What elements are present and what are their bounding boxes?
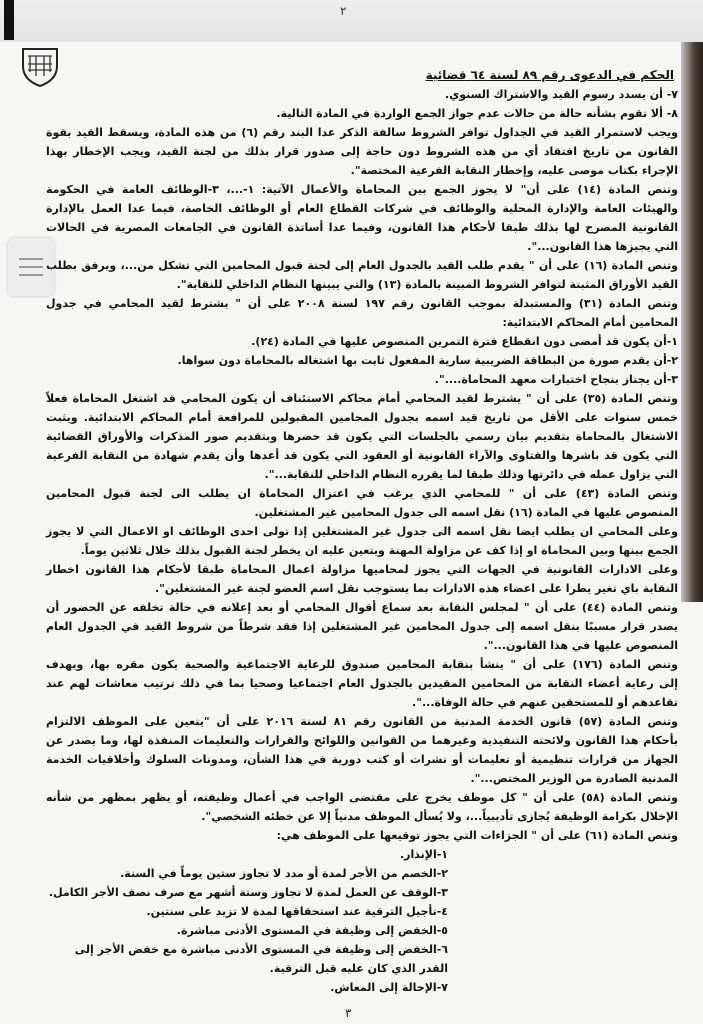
text-line: المحامين أمام المحاكم الابتدائية:: [502, 316, 678, 329]
page-shadow-edge: [681, 42, 703, 602]
text-line: ٨- ألا تقوم بشأنه حالة من حالات عدم جواز الجمع الواردة في المادة التالية.: [276, 107, 678, 120]
text-line: وتنص المادة (٥٧) قانون الخدمة المدنية من القانون رقم ٨١ لسنة ٢٠١٦ على أن "يتعين على الموظف الالتزام: [46, 715, 678, 728]
text-line: وتنص المادة (٤٣) على أن " للمحامي الذي يرغب في اعتزال المحاماة ان يطلب الى لجنة قبول المحامين: [46, 487, 678, 500]
text-line: المنصوص عليها في المادة (١٦) نقل اسمه الى جدول المحامين غير المشتغلين.: [254, 506, 678, 519]
document-heading: الحكم في الدعوى رقم ٨٩ لسنة ٦٤ قضائية: [425, 68, 674, 82]
text-line: ويجب لاستمرار القيد في الجداول توافر الشروط سالفة الذكر عدا البند رقم (٦) من هذه المادة، ويسقط القيد بقوة: [46, 126, 678, 139]
top-page-number: ٢: [340, 4, 347, 18]
document-body: [46, 66, 678, 997]
text-line: يصدر قرار مسببًا بنقل اسمه إلى جدول المحامين غير المشتغلين إذا فقد شرطاً من شروط القيد في الجدول العام: [46, 620, 678, 633]
text-line: المدنية الصادرة من الوزير المختص...".: [470, 772, 678, 785]
text-line: وتنص المادة (١٧٦) على أن " ينشأ بنقابة المحامين صندوق للرعاية الاجتماعية والصحية يكون مقره بها، ويهدف: [46, 658, 678, 671]
text-line: المنصوص عليها في هذا القانون...".: [483, 639, 678, 652]
text-line: التي يجيزها هذا القانون...".: [527, 240, 678, 253]
text-line: التي يزاول عمله في دائرتها وذلك طبقا لما يقرره النظام الداخلي للنقابة...".: [264, 468, 678, 481]
text-line: وتنص المادة (٣١) والمستبدلة بموجب القانون رقم ١٩٧ لسنة ٢٠٠٨ على أن " يشترط لقيد المحامي في جدول: [46, 297, 678, 310]
text-line: تقاعدهم أو للمستحقين عنهم في حالة الوفاة...".: [412, 696, 678, 709]
text-line: وتنص المادة (١٦) على أن " يقدم طلب القيد بالجدول العام إلى لجنة قبول المحامين التي تشكل من...، ويرفق بطلب: [46, 259, 678, 272]
penalty-list-item: ٣-الوقف عن العمل لمدة لا تجاوز وستة أشهر مع صرف نصف الأجر الكامل.: [48, 886, 448, 899]
text-line: خمس سنوات على الأقل من تاريخ قيد اسمه بجدول المحامين المقبولين للمرافعة أمام المحاكم الابتدائية. ويثبت: [46, 411, 678, 424]
bottom-page-number: ٣: [345, 1006, 352, 1020]
penalty-list-item: ٤-تأجيل الترقية عند استحقاقها لمدة لا تزيد على سنتين.: [146, 905, 448, 918]
text-line: إلى رعاية أعضاء النقابة من المحامين المقيدين بالجدول العام اجتماعيا وصحيا بما في ذلك ترتيب معاشات لهم عند: [46, 677, 678, 690]
text-line: وتنص المادة (٦١) على أن " الجزاءات التي يجوز توقيعها على الموظف هي:: [276, 829, 678, 842]
penalty-list-item: ٥-الخفض إلى وظيفة في المستوى الأدنى مباشرة.: [176, 924, 448, 937]
text-line: وعلى الادارات القانونية في الجهات التي يجوز لمحاميها مزاولة اعمال المحاماة طبقا لأحكام هذا القانون اخطار: [46, 563, 678, 576]
black-bar: [4, 0, 14, 40]
text-line: النقابة باي تغير يطرا على اعضاء هذه الادارات بما يستوجب نقل اسم العضو لجنة غير المشتغلين".: [154, 582, 678, 595]
text-line: ٧- أن يسدد رسوم القيد والاشتراك السنوي.: [444, 88, 678, 101]
hamburger-icon-bar: [19, 274, 43, 276]
text-line: الجهاز من قرارات تنظيمية أو تعليمات أو نشرات أو كتب دورية في هذا الشأن، ومدونات السلوك وأخلاقيات الخدمة: [46, 753, 678, 766]
text-line: الإخلال بكرامة الوظيفة يُجازى تأديبياً...، ولا يُسأل الموظف مدنياً إلا عن خطئه الشخصي".: [201, 810, 678, 823]
penalty-list-item: ٦-الخفض إلى وظيفة في المستوى الأدنى مباشرة مع خفض الأجر إلى القدر الذي كان عليه قبل الترقية.: [74, 943, 448, 975]
text-line: الاشتغال بالمحاماة بتقديم بيان رسمي بالجلسات التي يكون قد حضرها وبتقديم صور المذكرات والأوراق القضائية: [46, 430, 678, 443]
text-line: التي يكون قد باشرها والفتاوى والآراء القانونية أو العقود التي يكون قد أعدها وأن يقدم شهادة من النقابة الفرعية: [46, 449, 678, 462]
penalty-list-item: ٢-الخصم من الأجر لمدة أو مدد لا تجاوز ستين يوماً في السنة.: [120, 867, 448, 880]
text-line: وتنص المادة (٥٨) على أن " كل موظف يخرج على مقتضى الواجب في أعمال وظيفته، أو يظهر بمظهر من شأنه: [46, 791, 678, 804]
text-line: وتنص المادة (٤٤) على أن " لمجلس النقابة بعد سماع أقوال المحامي أو بعد إعلانه في حالة تخلفه عن الحضور أن: [46, 601, 679, 614]
hamburger-icon-bar: [19, 258, 43, 260]
text-line: والهيئات العامة والإدارة المحلية والوظائف في شركات القطاع العام أو الوظائف الخاصة، فيما عدا العمل بالإدارة: [46, 202, 678, 215]
text-line: ٢-أن يقدم صورة من البطاقة الضريبية سارية المفعول ثابت بها اشتغاله بالمحاماة دون سواها.: [177, 354, 678, 367]
text-line: الجمع بينها وبين المحاماة او إذا كف عن مزاولة المهنة ويتعين عليه ان يخطر لجنة القبول بذلك خلال ثلاثين يوماً.: [80, 544, 678, 557]
text-line: ٣-أن يجتاز بنجاح اختبارات معهد المحاماة....".: [434, 373, 678, 386]
text-line: بأحكام هذا القانون ولائحته التنفيذية وغيرهما من القوانين واللوائح والقرارات والتعليمات المنفذة لها، وما يصدر عن: [46, 734, 678, 747]
previous-page-strip: [0, 0, 703, 42]
text-line: القانون من تاريخ افتقاد أي من هذه الشروط دون حاجة إلى صدور قرار بذلك من لجنة القيد، ويجب الإخطار بهذا: [46, 145, 678, 158]
penalty-list-item: ٧-الإحالة إلى المعاش.: [330, 981, 448, 994]
text-line: وعلى المحامي ان يطلب ايضا نقل اسمه الى جدول غير المشتغلين إذا تولى احدى الوظائف او الاعمال التي لا يجوز: [46, 525, 678, 538]
text-line: ١-أن يكون قد أمضى دون انقطاع فترة التمرين المنصوص عليها في المادة (٢٤).: [251, 335, 678, 348]
text-line: وتنص المادة (٣٥) على أن " يشترط لقيد المحامي أمام محاكم الاستئناف أن يكون المحامي قد اشتغل المحاماة فعلاً: [46, 392, 678, 405]
text-line: القانونية المصرح لها بذلك طبقا لأحكام هذا القانون، وفيما عدا أساتذة القانون في الجامعات المصرية في الحالات: [46, 221, 678, 234]
text-line: الإجراء بكتاب موصى عليه، وإخطار النقابة الفرعية المختصة".: [350, 164, 678, 177]
text-line: وتنص المادة (١٤) على أن" لا يجوز الجمع بين المحاماة والأعمال الآتية: ١-...، ٣-الوظائف العامة في الحكومة: [46, 183, 678, 196]
hamburger-icon-bar: [19, 266, 43, 268]
text-line: القيد الأوراق المثبتة لتوافر الشروط المبينة بالمادة (١٣) والتي يبينها النظام الداخلي للنقابة".: [176, 278, 678, 291]
penalty-list-item: ١-الإنذار.: [399, 848, 448, 861]
